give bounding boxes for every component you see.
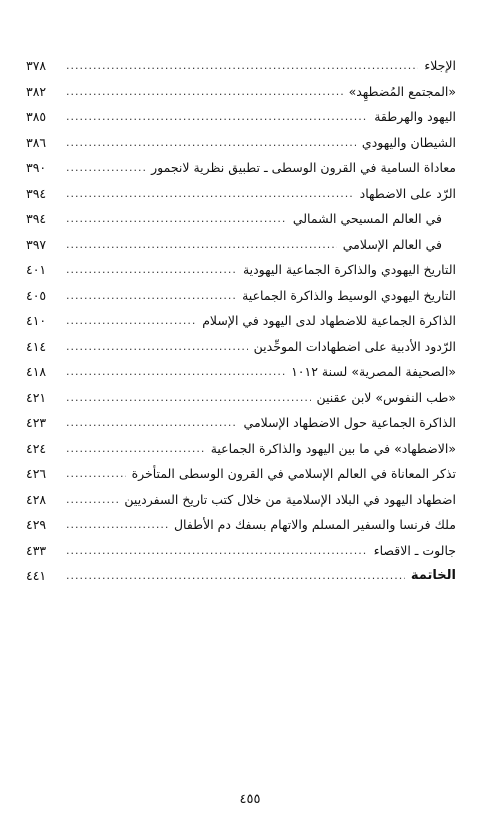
toc-entry <box>26 257 456 283</box>
toc-entry <box>26 436 456 462</box>
toc-entry-page: ٤٠١ <box>26 262 47 278</box>
toc-entry <box>26 155 456 181</box>
dot-leader <box>66 136 356 149</box>
toc-entry <box>26 461 456 487</box>
toc-entry <box>26 487 456 513</box>
toc-entry-page: ٤٢٤ <box>26 440 47 456</box>
table-of-contents <box>26 53 456 589</box>
dot-leader <box>66 263 237 276</box>
toc-entry-title: الخاتمة <box>410 568 456 584</box>
dot-leader <box>66 467 126 480</box>
toc-entry <box>26 79 456 105</box>
toc-entry-page: ٤٢٨ <box>26 491 47 507</box>
toc-entry-title: الذاكرة الجماعية حول الاضطهاد الإسلامي <box>243 415 456 431</box>
page-number: ٤٥٥ <box>239 792 261 807</box>
dot-leader <box>66 289 236 302</box>
dot-leader <box>66 110 368 123</box>
toc-entry <box>26 53 456 79</box>
toc-entry <box>26 410 456 436</box>
toc-entry-title: اليهود والهرطقة <box>374 109 456 125</box>
toc-entry-page: ٤٣٣ <box>26 542 47 558</box>
toc-entry-page: ٣٨٥ <box>26 109 47 125</box>
dot-leader <box>66 85 343 98</box>
dot-leader <box>66 365 285 378</box>
toc-entry <box>26 512 456 538</box>
toc-entry-title: جالوت ـ الاقصاء <box>373 542 456 558</box>
toc-entry-title: «الاضطهاد» في ما بين اليهود والذاكرة الجماعية <box>210 440 456 456</box>
dot-leader <box>66 340 248 353</box>
toc-entry-page: ٤٠٥ <box>26 287 47 303</box>
toc-entry-page: ٣٨٦ <box>26 134 47 150</box>
dot-leader <box>66 161 145 174</box>
dot-leader <box>66 569 405 582</box>
toc-entry-page: ٣٧٨ <box>26 58 47 74</box>
toc-entry-title: اضطهاد اليهود في البلاد الإسلامية من خلال كتب تاريخ السفرديين <box>124 491 456 507</box>
toc-entry-title: في العالم الإسلامي <box>342 236 442 252</box>
toc-entry <box>26 232 456 258</box>
toc-entry <box>26 538 456 564</box>
toc-entry-title: الرّدود الأدبية على اضطهادات الموحِّدين <box>253 338 456 354</box>
toc-entry-page: ٤١٤ <box>26 338 47 354</box>
toc-entry-page: ٤٢٦ <box>26 466 47 482</box>
toc-entry-title: التاريخ اليهودي الوسيط والذاكرة الجماعية <box>242 287 456 303</box>
toc-entry-page: ٤٢١ <box>26 389 47 405</box>
toc-entry-title: معاداة السامية في القرون الوسطى ـ تطبيق نظرية لانجمور <box>151 160 456 176</box>
dot-leader <box>66 518 168 531</box>
toc-entry-title: الشيطان واليهودي <box>361 134 456 150</box>
toc-entry-title: الإجلاء <box>424 58 456 74</box>
dot-leader <box>66 212 287 225</box>
dot-leader <box>66 391 311 404</box>
toc-entry <box>26 385 456 411</box>
toc-entry-title: في العالم المسيحي الشمالي <box>292 211 442 227</box>
toc-entry <box>26 181 456 207</box>
toc-entry <box>26 563 456 589</box>
toc-entry <box>26 130 456 156</box>
toc-entry <box>26 308 456 334</box>
toc-entry-page: ٤١٠ <box>26 313 47 329</box>
toc-entry <box>26 334 456 360</box>
dot-leader <box>66 314 196 327</box>
toc-entry-page: ٣٨٢ <box>26 83 47 99</box>
dot-leader <box>66 238 337 251</box>
toc-entry-title: «المجتمع المُضطهِد» <box>348 83 456 99</box>
toc-entry-title: التاريخ اليهودي والذاكرة الجماعية اليهودية <box>242 262 456 278</box>
toc-entry-page: ٣٩٠ <box>26 160 47 176</box>
toc-entry <box>26 206 456 232</box>
toc-entry-page: ٤٢٣ <box>26 415 47 431</box>
toc-entry-page: ٣٩٤ <box>26 211 47 227</box>
toc-entry-title: «طب النفوس» لابن عقنين <box>316 389 456 405</box>
toc-entry-page: ٤٢٩ <box>26 517 47 533</box>
toc-entry <box>26 104 456 130</box>
toc-entry-title: ملك فرنسا والسفير المسلم والاتهام بسفك دم الأطفال <box>173 517 456 533</box>
toc-entry-title: «الصحيفة المصرية» لسنة ١٠١٢ <box>291 364 456 380</box>
dot-leader <box>66 442 205 455</box>
toc-entry-page: ٣٩٧ <box>26 236 47 252</box>
toc-entry-title: الذاكرة الجماعية للاضطهاد لدى اليهود في الإسلام <box>202 313 456 329</box>
dot-leader <box>66 493 118 506</box>
dot-leader <box>66 187 354 200</box>
toc-entry <box>26 359 456 385</box>
toc-entry <box>26 283 456 309</box>
dot-leader <box>66 416 238 429</box>
dot-leader <box>66 544 368 557</box>
toc-entry-page: ٤١٨ <box>26 364 47 380</box>
toc-entry-title: تذكر المعاناة في العالم الإسلامي في القرون الوسطى المتأخرة <box>131 466 456 482</box>
dot-leader <box>66 59 418 72</box>
toc-entry-page: ٤٤١ <box>26 568 47 584</box>
toc-entry-title: الرّد على الاضطهاد <box>359 185 456 201</box>
toc-entry-page: ٣٩٤ <box>26 185 47 201</box>
